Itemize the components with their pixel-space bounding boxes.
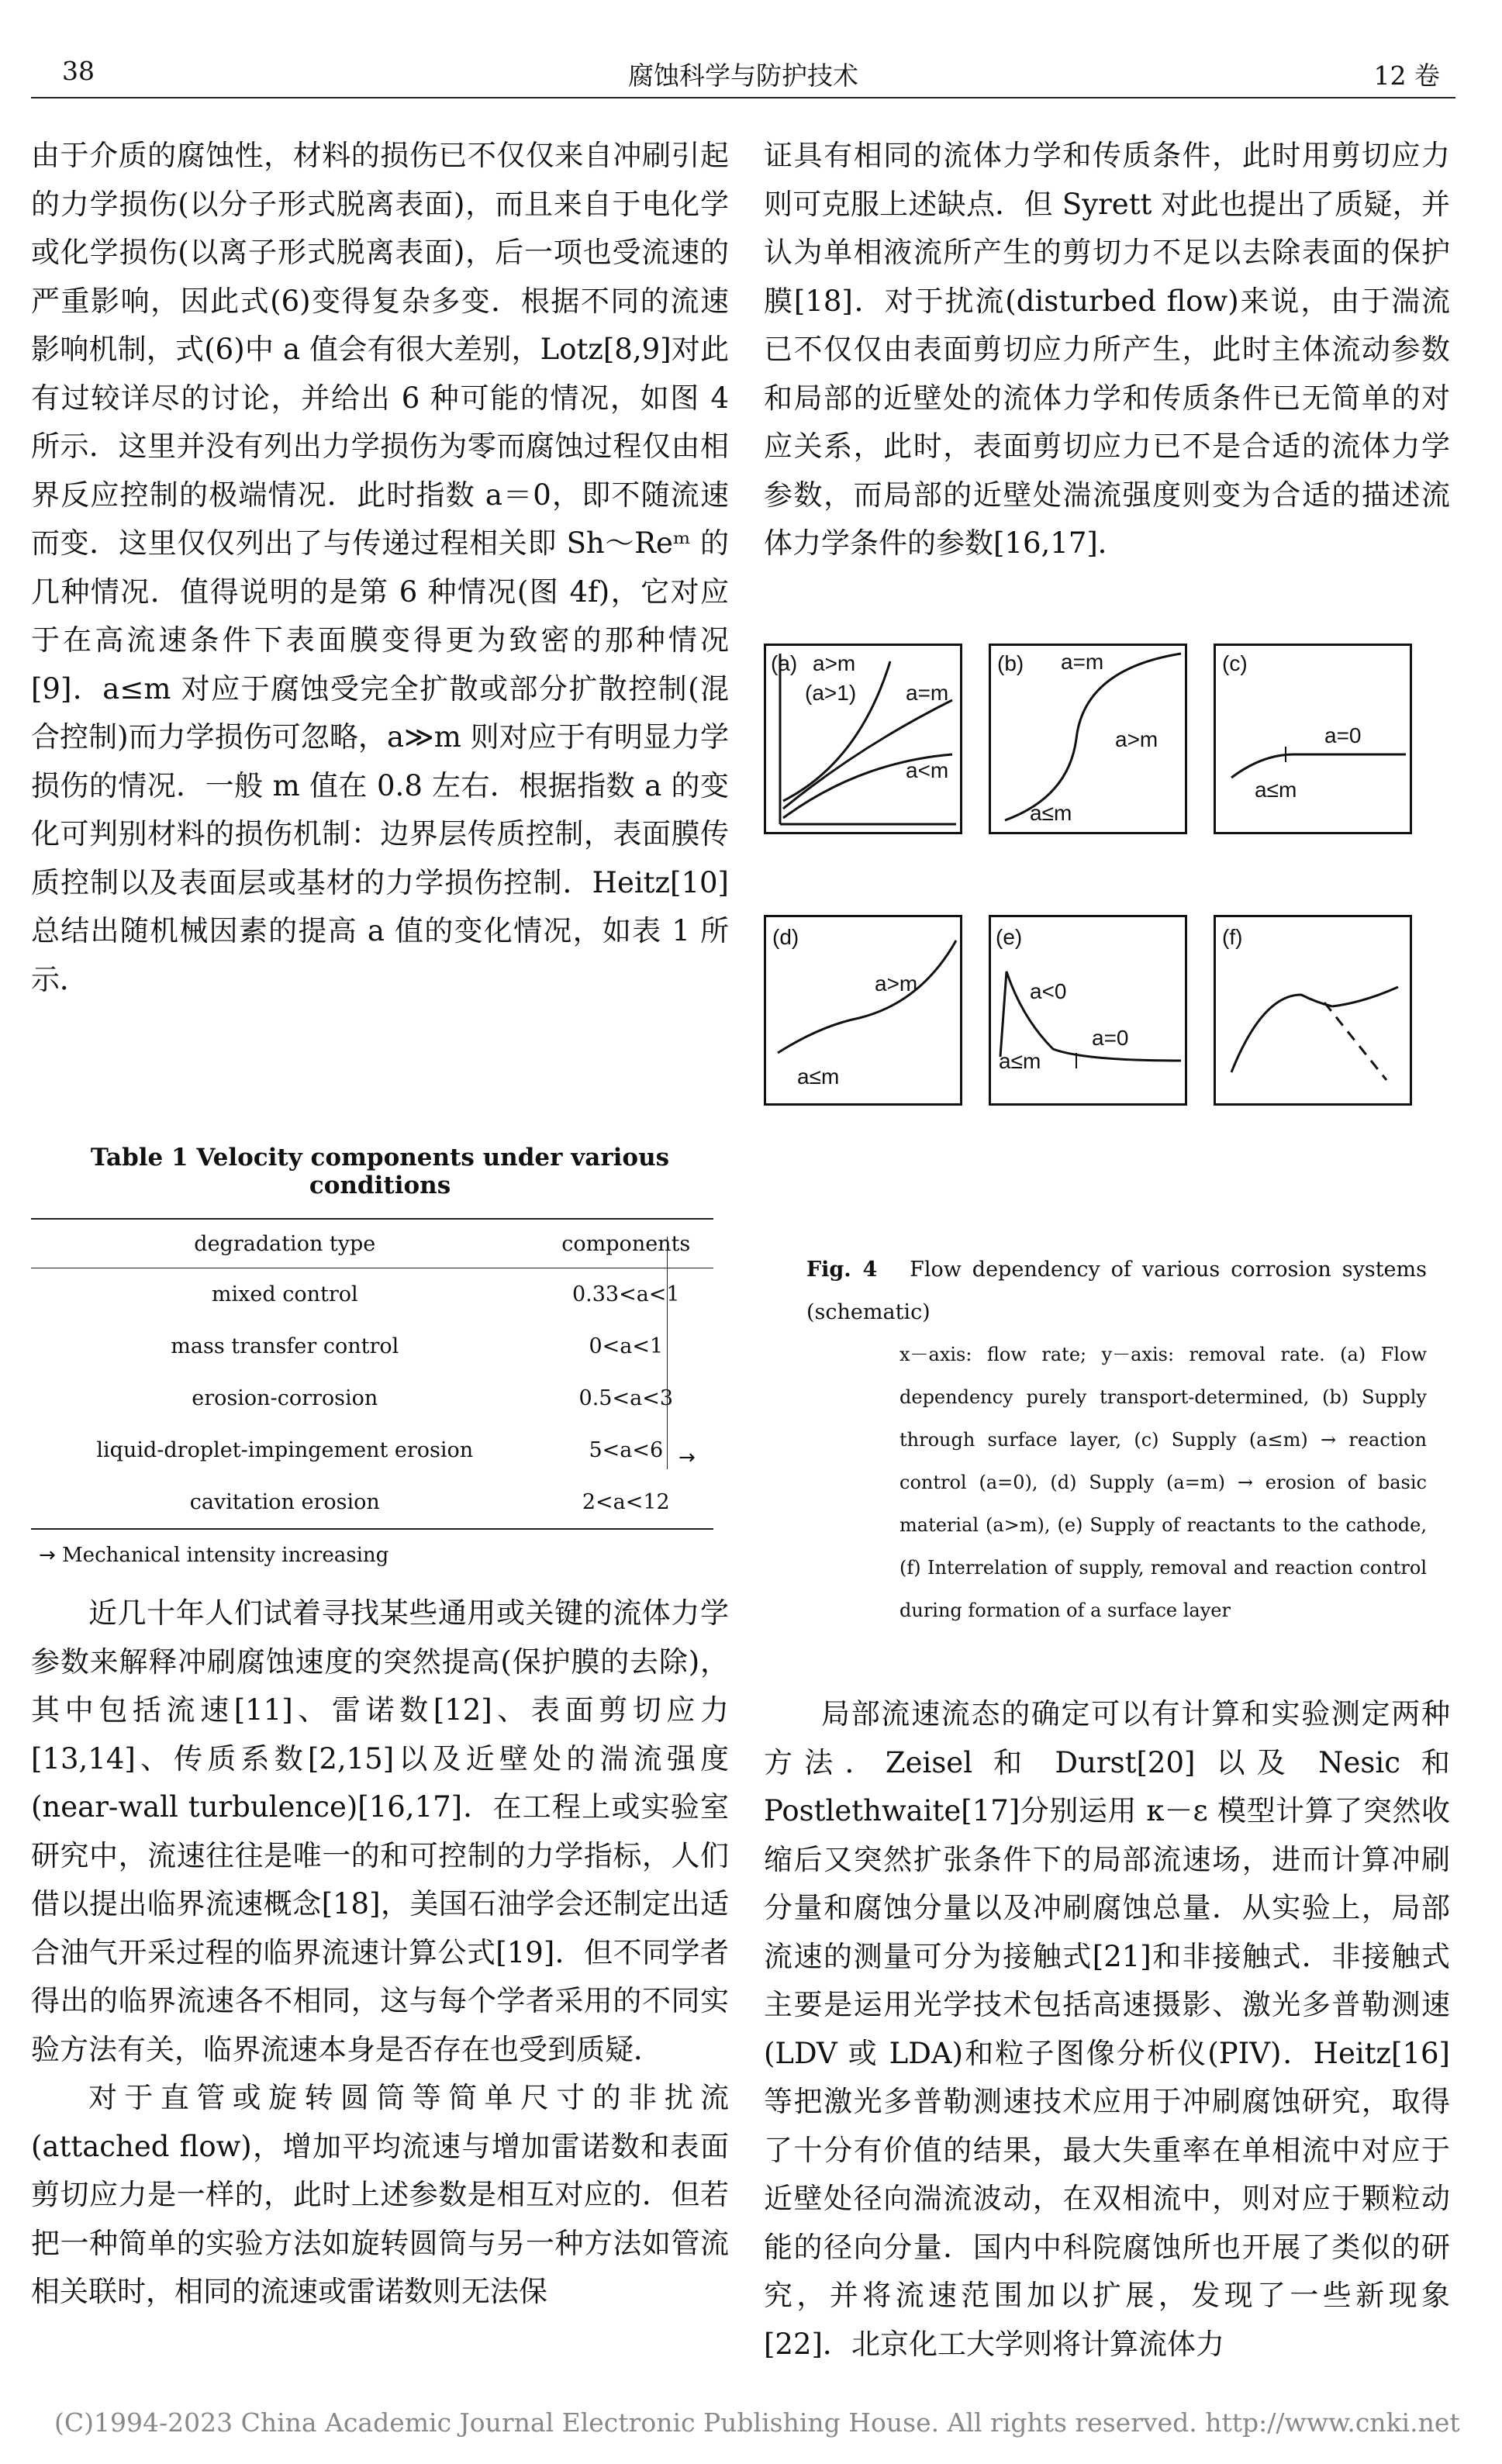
curve-d bbox=[778, 940, 956, 1053]
copyright-footer: (C)1994-2023 China Academic Journal Electronic Publishing House. All rights reserved. http://www.cnki.net bbox=[54, 2407, 1460, 2438]
paragraph: 证具有相同的流体力学和传质条件，此时用剪切应力则可克服上述缺点．但 Syrett 对此也提出了质疑，并认为单相液流所产生的剪切力不足以去除表面的保护膜[18]．对于扰流(disturbed flow)来说，由于湍流已不仅仅由表面剪切应力所产生，此时主体流动参数和局部的近壁处的流体力学和传质条件已无简单的对应关系，此时，表面剪切应力已不是合适的流体力学参数，而局部的近壁处湍流强度则变为合适的描述流体力学条件的参数[16,17]． bbox=[764, 139, 1450, 560]
curve-label: a>m bbox=[875, 971, 918, 996]
panel-tag: (a) bbox=[771, 651, 798, 675]
caption-label: Fig. 4 bbox=[806, 1258, 878, 1282]
left-column-top bbox=[31, 132, 729, 1004]
arrow-right-icon: → bbox=[39, 1544, 63, 1567]
curve-label: a=m bbox=[906, 681, 949, 705]
table-note-text: Mechanical intensity increasing bbox=[62, 1544, 389, 1567]
table-note bbox=[31, 1544, 729, 1567]
panel-tag: (b) bbox=[997, 651, 1024, 675]
curve-label: a>m bbox=[1115, 727, 1158, 751]
paragraph: 由于介质的腐蚀性，材料的损伤已不仅仅来自冲刷引起的力学损伤(以分子形式脱离表面)，而且来自于电化学或化学损伤(以离子形式脱离表面)，后一项也受流速的严重影响，因此式(6)变得复杂多变．根据不同的流速影响机制，式(6)中 a 值会有很大差别，Lotz[8,9]对此有过较详尽的讨论，并给出 6 种可能的情况，如图 4 所示．这里并没有列出力学损伤为零而腐蚀过程仅由相界反应控制的极端情况．此时指数 a＝0，即不随流速而变．这里仅仅列出了与传递过程相关即 Sh～Reᵐ 的几种情况．值得说明的是第 6 种情况(图 4f)，它对应于在高流速条件下表面膜变得更为致密的那种情况[9]．a≤m 对应于腐蚀受完全扩散或部分扩散控制(混合控制)而力学损伤可忽略，a≫m 则对应于有明显力学损伤的情况．一般 m 值在 0.8 左右．根据指数 a 的变化可判别材料的损伤机制：边界层传质控制，表面膜传质控制以及表面层或基材的力学损伤控制．Heitz[10]总结出随机械因素的提高 a 值的变化情况，如表 1 所示． bbox=[31, 139, 729, 996]
table-cell: cavitation erosion bbox=[31, 1476, 539, 1529]
velocity-table bbox=[31, 1218, 713, 1530]
curve-f-upper bbox=[1332, 987, 1398, 1006]
table-row bbox=[31, 1372, 713, 1424]
curve-c bbox=[1231, 754, 1406, 778]
right-column-top bbox=[764, 132, 1450, 568]
table-cell: 2<a<12 bbox=[539, 1476, 713, 1529]
curve-label: a=0 bbox=[1324, 723, 1362, 747]
table-row bbox=[31, 1268, 713, 1321]
curve-label: a<0 bbox=[1030, 979, 1067, 1003]
left-column-lower bbox=[31, 1589, 729, 2317]
panel-tag: (e) bbox=[996, 925, 1023, 949]
table-cell: erosion-corrosion bbox=[192, 1386, 378, 1410]
table-row bbox=[31, 1320, 713, 1372]
page-number: 38 bbox=[62, 56, 95, 86]
table-header: degradation type bbox=[31, 1219, 539, 1268]
paragraph: 局部流速流态的确定可以有计算和实验测定两种方法．Zeisel 和 Durst[20] 以及 Nesic 和 Postlethwaite[17]分别运用 κ－ε 模型计算了突然收缩后又突然扩张条件下的局部流速场，进而计算冲刷分量和腐蚀分量以及冲刷腐蚀总量．从实验上，局部流速的测量可分为接触式[21]和非接触式．非接触式主要是运用光学技术包括高速摄影、激光多普勒测速(LDV 或 LDA)和粒子图像分析仪(PIV)．Heitz[16]等把激光多普勒测速技术应用于冲刷腐蚀研究，取得了十分有价值的结果，最大失重率在单相流中对应于近壁处径向湍流波动，在双相流中，则对应于颗粒动能的径向分量．国内中科院腐蚀所也开展了类似的研究，并将流速范围加以扩展，发现了一些新现象[22]．北京化工大学则将计算流体力 bbox=[764, 1697, 1450, 2361]
curve-label: a≤m bbox=[999, 1049, 1041, 1073]
curve-label: (a>1) bbox=[805, 681, 857, 705]
caption-title: Flow dependency of various corrosion systems (schematic) bbox=[806, 1258, 1427, 1324]
panel-tag: (c) bbox=[1222, 651, 1248, 675]
arrow-right-icon: → bbox=[678, 1446, 696, 1469]
right-column-lower bbox=[764, 1690, 1450, 2369]
table-header: components bbox=[539, 1219, 713, 1268]
panel-a bbox=[764, 644, 962, 834]
curve-label: a>m bbox=[813, 651, 856, 675]
journal-title: 腐蚀科学与防护技术 bbox=[628, 60, 858, 91]
curve-f bbox=[1231, 995, 1332, 1072]
table-cell: 0.5<a<3 bbox=[578, 1386, 674, 1410]
curve-label: a=0 bbox=[1092, 1026, 1129, 1050]
volume-label: 12 卷 bbox=[1373, 60, 1440, 91]
panel-e bbox=[989, 915, 1187, 1106]
figure-caption bbox=[806, 1248, 1427, 1632]
figure-4 bbox=[764, 644, 1446, 1109]
curve-f-dashed bbox=[1324, 1003, 1386, 1080]
table-cell: 0<a<1 bbox=[589, 1334, 664, 1358]
curve-label: a≤m bbox=[1030, 801, 1072, 825]
intensity-axis-line bbox=[667, 1237, 668, 1469]
curve-label: a≤m bbox=[1255, 778, 1297, 802]
panel-c bbox=[1214, 644, 1412, 834]
table-1 bbox=[31, 1144, 729, 1567]
curve-label: a≤m bbox=[797, 1065, 840, 1089]
table-row bbox=[31, 1424, 713, 1476]
table-cell: 5<a<6 bbox=[589, 1438, 664, 1462]
paragraph: 近几十年人们试着寻找某些通用或关键的流体力学参数来解释冲刷腐蚀速度的突然提高(保护膜的去除)，其中包括流速[11]、雷诺数[12]、表面剪切应力[13,14]、传质系数[2,15]以及近壁处的湍流强度(near-wall turbulence)[16,17]．在工程上或实验室研究中，流速往往是唯一的和可控制的力学指标，人们借以提出临界流速概念[18]，美国石油学会还制定出适合油气开采过程的临界流速计算公式[19]．但不同学者得出的临界流速各不相同，这与每个学者采用的不同实验方法有关，临界流速本身是否存在也受到质疑． bbox=[31, 1596, 729, 2066]
table-title: Table 1 Velocity components under various conditions bbox=[90, 1144, 670, 1199]
curve-e bbox=[1000, 971, 1181, 1061]
table-row bbox=[31, 1476, 713, 1529]
panel-b bbox=[989, 644, 1187, 834]
panel-tag: (d) bbox=[772, 925, 799, 949]
table-cell: liquid-droplet-impingement erosion bbox=[96, 1438, 474, 1462]
caption-body: x－axis: flow rate; y－axis: removal rate. (a) Flow dependency purely transport-determined, (b) Supply through surface layer, (c) Supply (a≤m) → reaction control (a=0), (d) Supply (a=m) → erosion of basic material (a>m), (e) Supply of reactants to the cathode, (f) Interrelation of supply, removal and reaction control during formation of a surface layer bbox=[899, 1344, 1427, 1621]
panel-f bbox=[1214, 915, 1412, 1106]
table-cell: mixed control bbox=[211, 1282, 358, 1306]
header-rule bbox=[31, 97, 1455, 98]
curve-label: a<m bbox=[906, 758, 949, 782]
table-cell: 0.33<a<1 bbox=[571, 1282, 680, 1306]
panel-tag: (f) bbox=[1222, 925, 1243, 949]
table-cell: mass transfer control bbox=[171, 1334, 399, 1358]
curve-label: a=m bbox=[1061, 650, 1104, 674]
paragraph: 对于直管或旋转圆筒等简单尺寸的非扰流(attached flow)，增加平均流速与增加雷诺数和表面剪切应力是一样的，此时上述参数是相互对应的．但若把一种简单的实验方法如旋转圆筒与另一种方法如管流相关联时，相同的流速或雷诺数则无法保 bbox=[31, 2081, 729, 2308]
panel-d bbox=[764, 915, 962, 1106]
